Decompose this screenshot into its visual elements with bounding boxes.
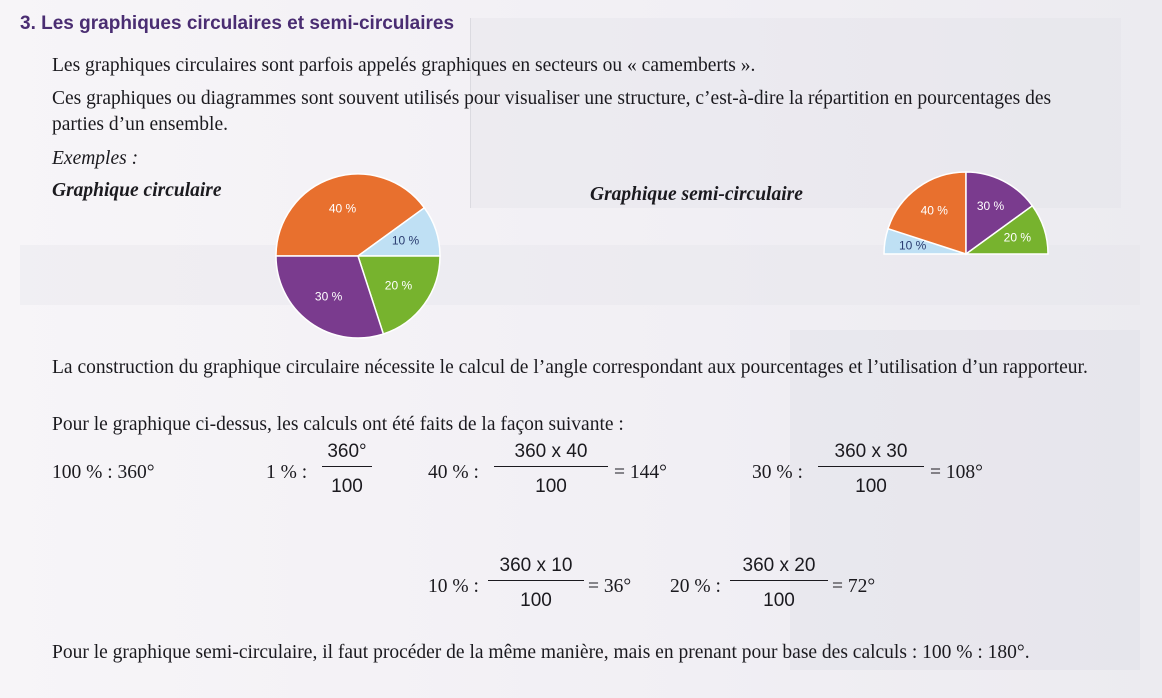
pie-slice-label-20: 20 % — [384, 278, 413, 293]
calc-forty-result: = 144° — [614, 462, 667, 483]
calc-one-denominator: 100 — [331, 476, 363, 497]
calc-twenty-result: = 72° — [832, 576, 876, 597]
construction-paragraph: La construction du graphique circulaire nécessite le calcul de l’angle correspondant aux pourcentages et l’utilisation d’un rapporteur. — [52, 357, 1088, 378]
semi-pie-slice-label-30: 30 % — [976, 198, 1005, 213]
pie-slice-label-30: 30 % — [314, 289, 343, 304]
pie-slice-label-10: 10 % — [391, 233, 420, 248]
pie-chart — [272, 170, 444, 342]
calc-thirty-prefix: 30 % : — [752, 462, 803, 483]
semi-pie-slice-label-10: 10 % — [898, 238, 927, 253]
calc-twenty-denominator: 100 — [763, 590, 795, 611]
calc-one-fraction — [322, 441, 372, 498]
calc-thirty-fraction — [818, 441, 924, 498]
calc-base: 100 % : 360° — [52, 462, 155, 483]
semi-circle-note: Pour le graphique semi-circulaire, il faut procéder de la même manière, mais en prenant pour base des calculs : 100 % : 180°. — [52, 642, 1030, 663]
section-title: 3. Les graphiques circulaires et semi-circulaires — [20, 13, 455, 34]
pie-chart-title: Graphique circulaire — [52, 180, 222, 201]
calc-thirty-denominator: 100 — [855, 476, 887, 497]
semi-pie-slice-label-40: 40 % — [920, 203, 948, 218]
pie-slice-label-40: 40 % — [328, 201, 357, 216]
calc-ten-numerator: 360 x 10 — [499, 555, 573, 576]
calc-one-numerator: 360° — [327, 441, 367, 462]
calculation-intro: Pour le graphique ci-dessus, les calculs ont été faits de la façon suivante : — [52, 414, 624, 435]
intro-paragraph-2: Ces graphiques ou diagrammes sont souvent utilisés pour visualiser une structure, c’est-à-dire la répartition en pourcentages des parties d’un ensemble. — [52, 88, 1052, 135]
calc-thirty-result: = 108° — [930, 462, 983, 483]
calc-forty-fraction — [494, 441, 608, 498]
intro-paragraph-1: Les graphiques circulaires sont parfois appelés graphiques en secteurs ou « camemberts ». — [52, 55, 756, 76]
calc-one-prefix: 1 % : — [266, 462, 308, 483]
calc-forty-prefix: 40 % : — [428, 462, 479, 483]
semi-pie-chart — [878, 168, 1054, 260]
calc-ten-result: = 36° — [588, 576, 632, 597]
calc-twenty-fraction — [730, 555, 828, 612]
calc-ten-denominator: 100 — [520, 590, 552, 611]
calc-forty-denominator: 100 — [535, 476, 567, 497]
calc-thirty-numerator: 360 x 30 — [834, 441, 908, 462]
examples-label: Exemples : — [52, 148, 139, 169]
calc-twenty-prefix: 20 % : — [670, 576, 721, 597]
calc-ten-fraction — [488, 555, 584, 612]
calc-forty-numerator: 360 x 40 — [514, 441, 588, 462]
calc-ten-prefix: 10 % : — [428, 576, 479, 597]
semi-pie-slice-label-20: 20 % — [1003, 230, 1032, 245]
calc-twenty-numerator: 360 x 20 — [742, 555, 816, 576]
bleed-through-box — [790, 330, 1140, 670]
semi-pie-chart-title: Graphique semi-circulaire — [590, 184, 803, 205]
